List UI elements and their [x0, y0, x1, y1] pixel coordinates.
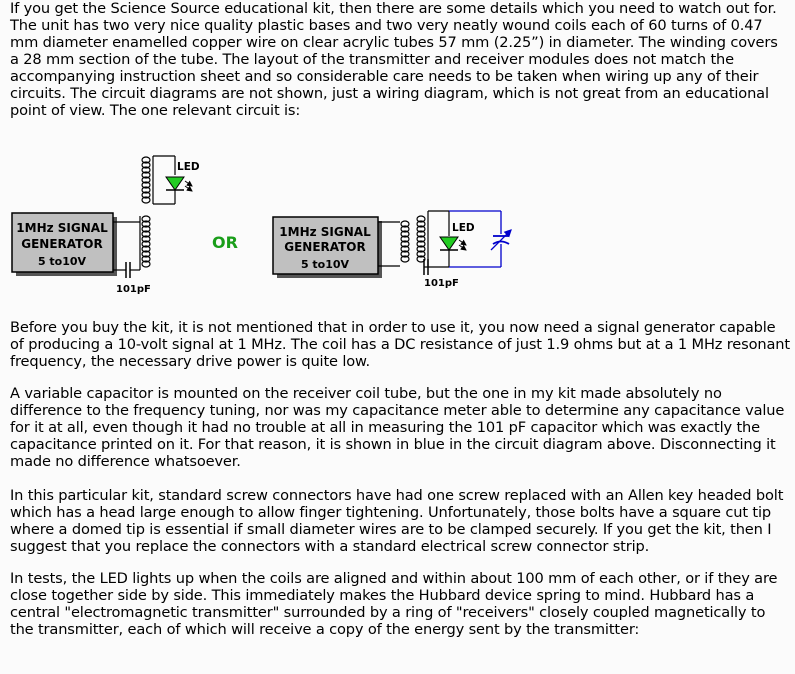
paragraph-intro: If you get the Science Source educational kit, then there are some details which you need to watch out for. The unit has two very nice quality plastic bases and two very neatly wound coils each of 60 turns of 0.47 mm diameter enamelled copper wire on clear acrylic tubes 57 mm (2.25”) in diameter. The winding covers a 28 mm section of the tube. The layout of the transmitter and receiver modules does not match the accompanying instruction sheet and so considerable care needs to be taken when wiring up any of their circuits. The circuit diagrams are not shown, just a wiring diagram, which is not great from an educational point of view. The one relevant circuit is: [10, 0, 778, 119]
generator2-label-line2: GENERATOR [284, 240, 366, 254]
generator2-label-line1: 1MHz SIGNAL [279, 225, 371, 239]
led-label: LED [177, 161, 200, 173]
capacitor-label-2: 101pF [424, 278, 459, 289]
generator-label-line3: 5 to10V [37, 255, 87, 268]
paragraph-variable-capacitor: A variable capacitor is mounted on the receiver coil tube, but the one in my kit made absolutely no difference to the frequency tuning, nor was my capacitance meter able to determine any capacitance value for it at all, even though it had no trouble at all in measuring the 101 pF capacitor which was exactly the capacitance printed on it. For that reason, it is shown in blue in the circuit diagram above. Disconnecting it made no difference whatsoever. [10, 385, 785, 470]
circuit-diagram [0, 148, 560, 308]
or-label: OR [212, 233, 238, 252]
led-icon-2 [440, 237, 458, 250]
generator-label-line1: 1MHz SIGNAL [16, 221, 108, 235]
paragraph-tests: In tests, the LED lights up when the coils are aligned and within about 100 mm of each other, or if they are close together side by side. This immediately makes the Hubbard device spring to mind. Hubbard has a central "electromagnetic transmitter" surrounded by a ring of "receivers" closely coupled magnetically to the transmitter, each of which will receive a copy of the energy sent by the transmitter: [10, 570, 778, 638]
paragraph-signal-generator: Before you buy the kit, it is not mentioned that in order to use it, you now need a signal generator capable of producing a 10-volt signal at 1 MHz. The coil has a DC resistance of just 1.9 ohms but at a 1 MHz resonant frequency, the necessary drive power is quite low. [10, 319, 790, 370]
receiver-coil [142, 156, 153, 204]
led-icon [166, 177, 184, 190]
generator2-label-line3: 5 to10V [300, 258, 350, 271]
generator-label-line2: GENERATOR [21, 237, 103, 251]
transmitter-coil [140, 216, 150, 270]
transmitter-coil-2 [401, 221, 409, 262]
variable-capacitor [449, 211, 511, 267]
capacitor-label: 101pF [116, 284, 151, 295]
receiver-coil-2 [417, 211, 428, 267]
circuit-right [273, 211, 511, 289]
paragraph-screw-connectors: In this particular kit, standard screw connectors have had one screw replaced with an Allen key headed bolt which has a head large enough to allow finger tightening. Unfortunately, those bolts have a square cut tip where a domed tip is essential if small diameter wires are to be clamped securely. If you get the kit, then I suggest that you replace the connectors with a standard electrical screw connector strip. [10, 487, 784, 555]
led-label-2: LED [452, 222, 475, 234]
circuit-left [12, 156, 200, 295]
